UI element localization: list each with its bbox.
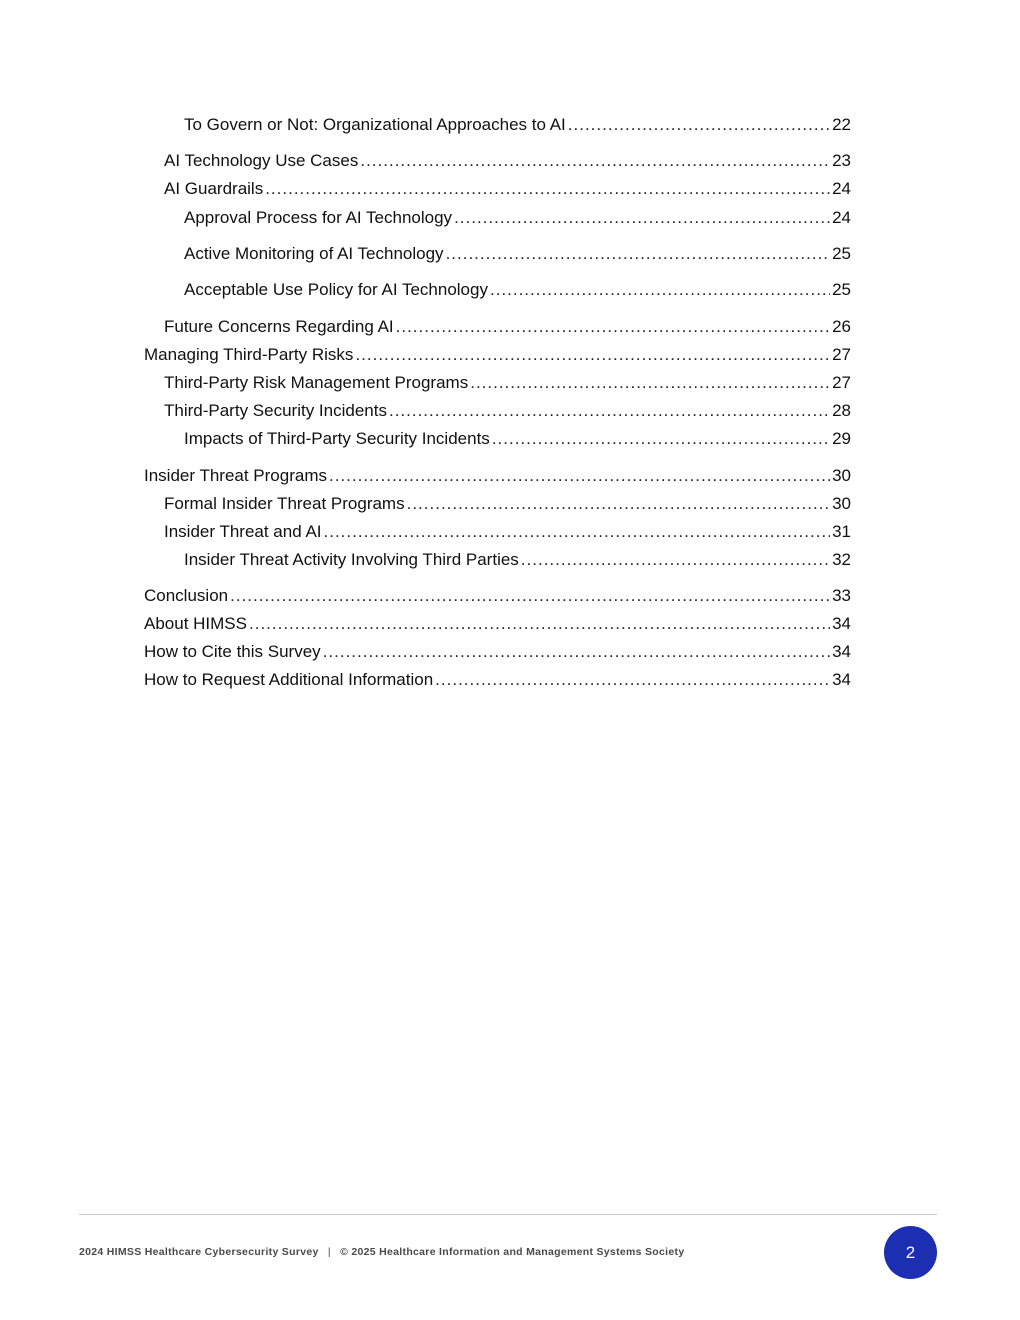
toc-entry-page: 33 [832, 586, 851, 605]
toc-entry-title: Approval Process for AI Technology [184, 208, 453, 227]
toc-entry[interactable] [184, 428, 851, 450]
toc-entry-title: Conclusion [144, 586, 229, 605]
toc-entry-title: Impacts of Third-Party Security Incidents [184, 429, 490, 448]
toc-entry-page: 30 [832, 466, 851, 485]
toc-entry-title: Formal Insider Threat Programs [164, 494, 405, 513]
toc-entry-page: 24 [832, 179, 851, 198]
toc-entry-title: Managing Third-Party Risks [144, 345, 354, 364]
toc-entry[interactable] [184, 114, 851, 136]
toc-entry[interactable] [144, 613, 851, 635]
toc-entry[interactable] [164, 493, 851, 515]
toc-entry-page: 25 [832, 280, 851, 299]
toc-dot-leader [435, 669, 830, 691]
toc-entry[interactable] [144, 641, 851, 663]
toc-entry-title: Third-Party Risk Management Programs [164, 373, 469, 392]
toc-entry-title: Third-Party Security Incidents [164, 401, 387, 420]
toc-dot-leader [521, 549, 830, 571]
toc-dot-leader [568, 114, 830, 136]
toc-entry-page: 32 [832, 550, 851, 569]
toc-dot-leader [249, 613, 830, 635]
toc-entry-page: 29 [832, 429, 851, 448]
toc-entry-title: AI Technology Use Cases [164, 151, 359, 170]
toc-entry[interactable] [184, 207, 851, 229]
page-number: 2 [905, 1242, 916, 1262]
toc-entry-title: Active Monitoring of AI Technology [184, 244, 444, 263]
toc-entry-page: 22 [832, 115, 851, 134]
footer [79, 1246, 684, 1258]
footer-survey-title: 2024 HIMSS Healthcare Cybersecurity Survey [79, 1246, 319, 1258]
toc-dot-leader [265, 178, 830, 200]
toc-entry-title: Acceptable Use Policy for AI Technology [184, 280, 488, 299]
toc-entry-page: 26 [832, 317, 851, 336]
toc-entry[interactable] [184, 279, 851, 301]
toc-entry-title: How to Cite this Survey [144, 642, 321, 661]
toc-dot-leader [360, 150, 830, 172]
toc-dot-leader [446, 243, 831, 265]
toc-entry-page: 28 [832, 401, 851, 420]
toc-entry[interactable] [144, 344, 851, 366]
toc-entry-page: 34 [832, 670, 851, 689]
toc-entry[interactable] [144, 669, 851, 691]
toc-entry-page: 34 [832, 642, 851, 661]
toc-entry-title: To Govern or Not: Organizational Approaches to AI [184, 115, 566, 134]
toc-entry-title: How to Request Additional Information [144, 670, 434, 689]
toc-entry[interactable] [164, 316, 851, 338]
toc-entry[interactable] [164, 372, 851, 394]
toc-entry-page: 34 [832, 614, 851, 633]
footer-copyright: © 2025 Healthcare Information and Management Systems Society [340, 1246, 685, 1258]
toc-entry-title: Insider Threat and AI [164, 522, 322, 541]
toc-entry[interactable] [164, 400, 851, 422]
toc-dot-leader [492, 428, 830, 450]
toc-dot-leader [490, 279, 830, 301]
toc-entry[interactable] [184, 549, 851, 571]
toc-dot-leader [323, 641, 830, 663]
toc-entry[interactable] [144, 585, 851, 607]
page-number-badge [884, 1226, 937, 1279]
toc-entry[interactable] [164, 521, 851, 543]
toc-entry-title: Insider Threat Activity Involving Third Parties [184, 550, 519, 569]
toc-entry[interactable] [184, 243, 851, 265]
toc-dot-leader [470, 372, 830, 394]
toc-entry-page: 27 [832, 345, 851, 364]
toc-entry-page: 27 [832, 373, 851, 392]
toc-entry[interactable] [164, 178, 851, 200]
toc-entry-title: Future Concerns Regarding AI [164, 317, 394, 336]
toc-dot-leader [396, 316, 830, 338]
toc-entry-page: 31 [832, 522, 851, 541]
toc-entry-title: AI Guardrails [164, 179, 264, 198]
toc-entry-page: 30 [832, 494, 851, 513]
toc-dot-leader [230, 585, 830, 607]
toc-entry-page: 25 [832, 244, 851, 263]
toc-dot-leader [355, 344, 830, 366]
toc-dot-leader [324, 521, 831, 543]
toc-dot-leader [389, 400, 830, 422]
toc-dot-leader [329, 465, 830, 487]
toc-entry[interactable] [144, 465, 851, 487]
toc-entry-title: About HIMSS [144, 614, 247, 633]
toc-entry-title: Insider Threat Programs [144, 466, 327, 485]
toc-dot-leader [454, 207, 830, 229]
toc-dot-leader [407, 493, 830, 515]
toc-entry-page: 24 [832, 208, 851, 227]
toc-entry-page: 23 [832, 151, 851, 170]
footer-separator: | [327, 1246, 331, 1258]
toc-entry[interactable] [164, 150, 851, 172]
footer-divider [79, 1214, 937, 1215]
